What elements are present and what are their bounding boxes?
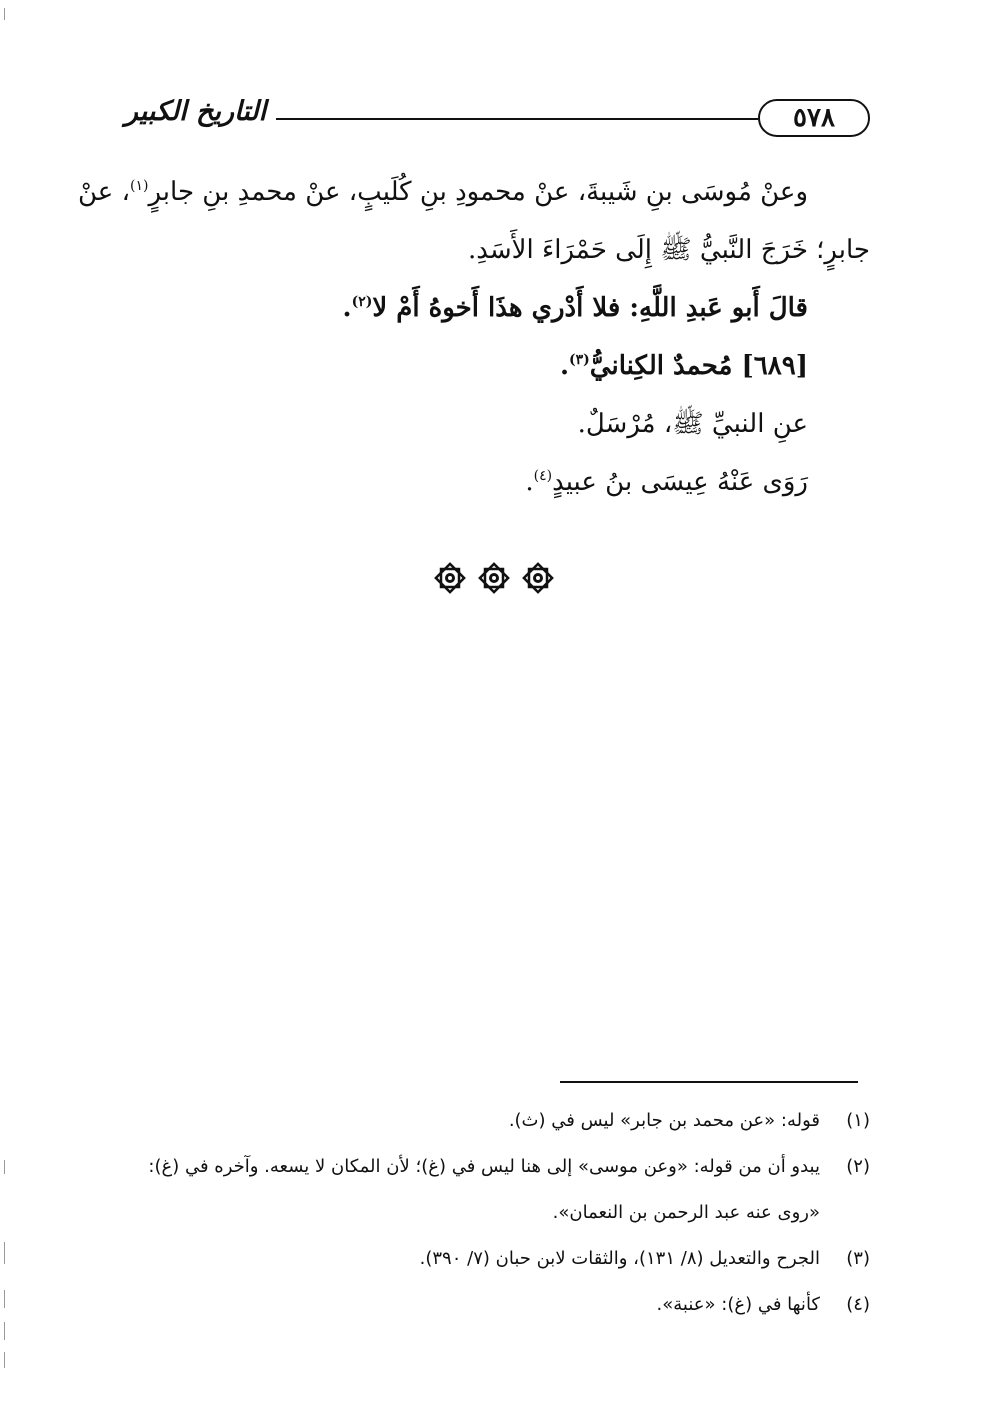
running-title: التاريخ الكبير <box>124 96 267 127</box>
footnote-ref[interactable]: (٢) <box>351 294 373 310</box>
text-line <box>78 163 870 221</box>
footnote-item <box>118 1144 870 1190</box>
footnote-text: «روى عنه عبد الرحمن بن النعمان». <box>552 1202 820 1223</box>
text-line <box>118 221 870 279</box>
page-number: ٥٧٨ <box>758 99 870 137</box>
flower-ornament-icon <box>476 560 512 596</box>
footnote-text: الجرح والتعديل (٨/ ١٣١)، والثقات لابن حبان (٧/ ٣٩٠). <box>419 1248 820 1269</box>
line-tail: . <box>559 351 570 381</box>
footnote-text: كأنها في (غ): «عنبة». <box>656 1294 820 1315</box>
scan-margin-marks <box>4 0 8 1416</box>
footnote-number: (٢) <box>846 1156 870 1177</box>
main-text <box>78 163 870 511</box>
header-rule <box>276 118 758 120</box>
footnote-text: قوله: «عن محمد بن جابر» ليس في (ث). <box>508 1110 820 1131</box>
flower-ornament-icon <box>520 560 556 596</box>
line-text: جابرٍ؛ خَرَجَ النَّبيُّ ﷺ إِلَى حَمْرَاءَ الأَسَدِ. <box>467 235 870 265</box>
footnote-ref[interactable]: (١) <box>129 178 149 194</box>
footnote-ref[interactable]: (٣) <box>569 352 590 368</box>
line-text: وعنْ مُوسَى بنِ شَيبةَ، عنْ محمودِ بنِ كُلَيبٍ، عنْ محمدِ بنِ جابرٍ <box>148 177 808 207</box>
footnote-continuation <box>118 1190 870 1236</box>
line-tail: . <box>342 293 352 323</box>
line-text: قالَ أَبو عَبدِ اللَّهِ: فلا أَدْري هذَا أَخوهُ أَمْ لا <box>372 293 808 323</box>
footnote-ref[interactable]: (٤) <box>533 468 553 484</box>
flower-ornament-icon <box>432 560 468 596</box>
line-tail: ، عنْ <box>78 177 130 207</box>
text-line <box>118 279 870 337</box>
footnote-item <box>118 1098 870 1144</box>
page-header <box>118 96 870 140</box>
footnote-item <box>118 1236 870 1282</box>
footnote-separator <box>560 1081 858 1083</box>
footnotes <box>118 1098 870 1328</box>
footnote-item <box>118 1282 870 1328</box>
line-text: [٦٨٩] مُحمدٌ الكِنانيُّ <box>589 351 808 381</box>
line-tail: . <box>525 467 534 497</box>
line-text: رَوَى عَنْهُ عِيسَى بنُ عبيدٍ <box>552 467 808 497</box>
footnote-number: (٤) <box>846 1294 870 1315</box>
section-ornaments <box>432 560 556 596</box>
text-line <box>118 453 870 511</box>
footnote-text: يبدو أن من قوله: «وعن موسى» إلى هنا ليس في (غ)؛ لأن المكان لا يسعه. وآخره في (غ): <box>148 1156 820 1177</box>
entry-heading <box>118 337 870 395</box>
line-text: عنِ النبيِّ ﷺ، مُرْسَلٌ. <box>577 409 808 439</box>
footnote-number: (٣) <box>846 1248 870 1269</box>
text-line <box>118 395 870 453</box>
footnote-number: (١) <box>846 1110 870 1131</box>
